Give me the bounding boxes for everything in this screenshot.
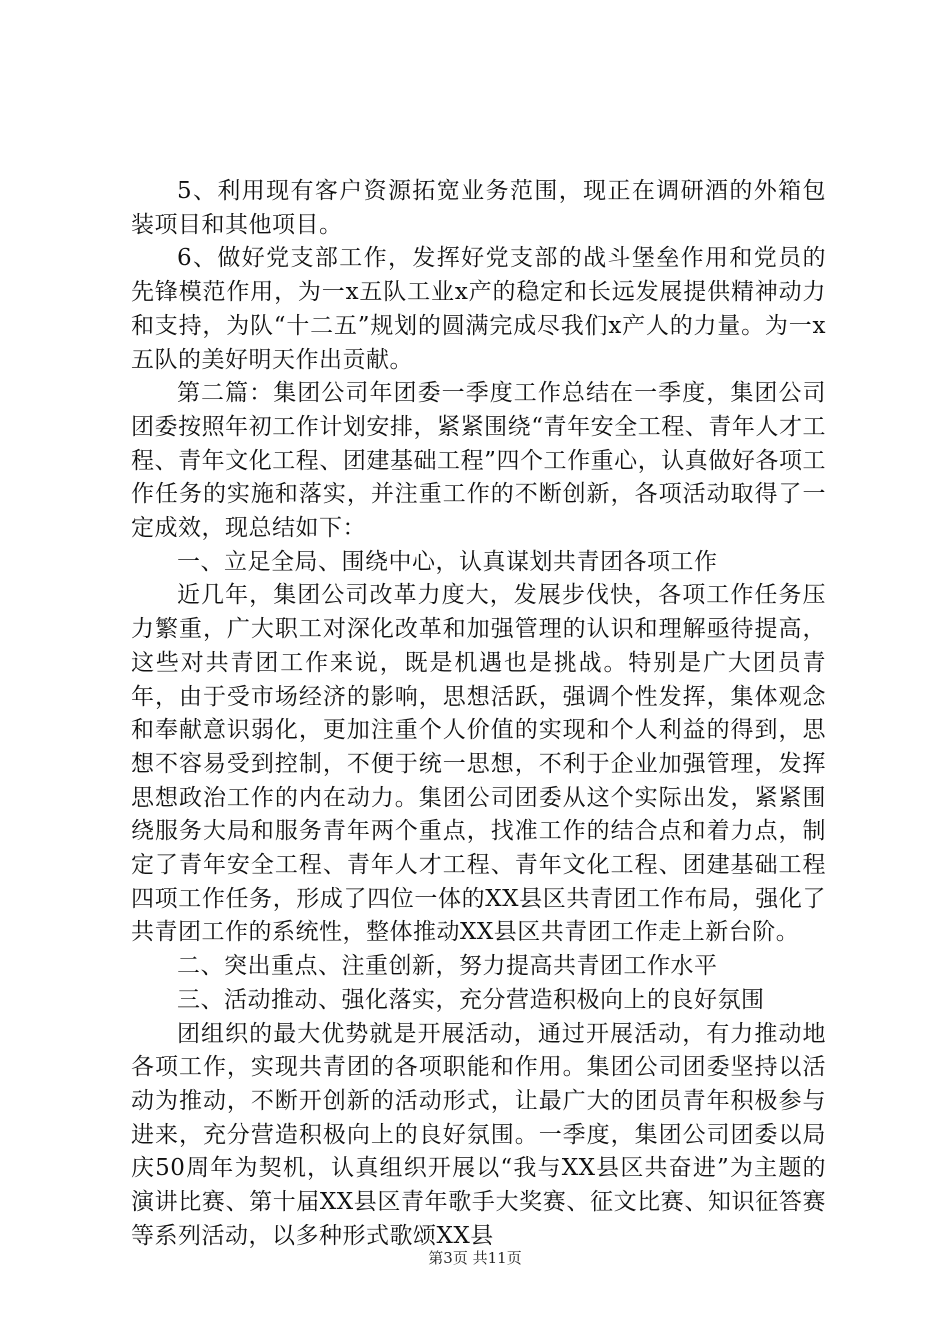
paragraph-chapter-two-intro: 第二篇：集团公司年团委一季度工作总结在一季度，集团公司团委按照年初工作计划安排，紧紧围绕“青年安全工程、青年人才工程、青年文化工程、团建基础工程”四个工作重心，认真做好各项工作任务的实施和落实，并注重工作的不断创新，各项活动取得了一定成效，现总结如下：	[131, 380, 826, 542]
section-heading-three: 三、活动推动、强化落实，充分营造积极向上的良好氛围	[177, 986, 765, 1013]
page-number-footer: 第3页 共11页	[428, 1249, 522, 1267]
section-heading-one: 一、立足全局、围绕中心，认真谋划共青团各项工作	[177, 548, 718, 575]
paragraph-item-5: 5、利用现有客户资源拓宽业务范围，现正在调研酒的外箱包装项目和其他项目。	[131, 178, 826, 238]
paragraph-section-one-body: 近几年，集团公司改革力度大，发展步伐快，各项工作任务压力繁重，广大职工对深化改革和加强管理的认识和理解亟待提高，这些对共青团工作来说，既是机遇也是挑战。特别是广大团员青年，由于受市场经济的影响，思想活跃，强调个性发挥，集体观念和奉献意识弱化，更加注重个人价值的实现和个人利益的得到，思想不容易受到控制，不便于统一思想，不利于企业加强管理，发挥思想政治工作的内在动力。集团公司团委从这个实际出发，紧紧围绕服务大局和服务青年两个重点，找准工作的结合点和着力点，制定了青年安全工程、青年人才工程、青年文化工程、团建基础工程四项工作任务，形成了四位一体的XX县区共青团工作布局，强化了共青团工作的系统性，整体推动XX县区共青团工作走上新台阶。	[131, 582, 826, 946]
paragraph-item-6: 6、做好党支部工作，发挥好党支部的战斗堡垒作用和党员的先锋模范作用，为一x五队工业x产的稳定和长远发展提供精神动力和支持，为队“十二五”规划的圆满完成尽我们x产人的力量。为一x五队的美好明天作出贡献。	[131, 245, 826, 373]
paragraph-section-three-body: 团组织的最大优势就是开展活动，通过开展活动，有力推动地各项工作，实现共青团的各项职能和作用。集团公司团委坚持以活动为推动，不断开创新的活动形式，让最广大的团员青年积极参与进来，充分营造积极向上的良好氛围。一季度，集团公司团委以局庆50周年为契机，认真组织开展以“我与XX县区共奋进”为主题的演讲比赛、第十届XX县区青年歌手大奖赛、征文比赛、知识征答赛等系列活动，以多种形式歌颂XX县	[131, 1020, 826, 1249]
section-heading-two: 二、突出重点、注重创新，努力提高共青团工作水平	[177, 953, 718, 980]
document-body	[131, 175, 826, 1254]
